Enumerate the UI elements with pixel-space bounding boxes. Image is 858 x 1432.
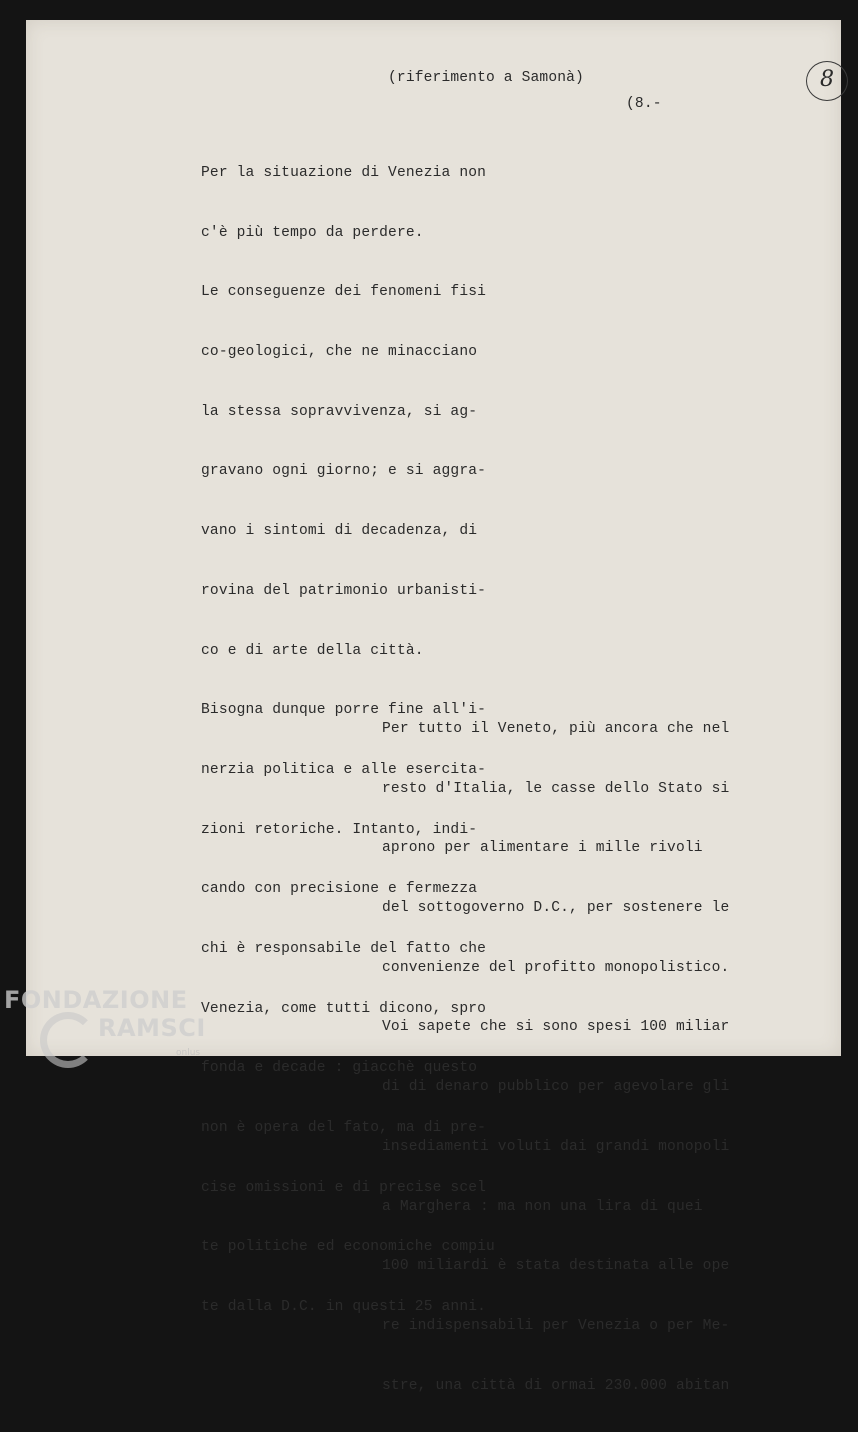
text-line: te politiche ed economiche compiu <box>201 1239 495 1256</box>
text-line: zioni retoriche. Intanto, indi- <box>201 821 478 838</box>
text-line: convenienze del profitto monopolistico. <box>382 959 730 976</box>
text-line: gravano ogni giorno; e si aggra- <box>201 463 487 480</box>
text-line: del sottogoverno D.C., per sostenere le <box>382 900 730 917</box>
text-line: rovina del patrimonio urbanisti- <box>201 582 487 599</box>
text-line: Per tutto il Veneto, più ancora che nel <box>382 721 730 737</box>
text-line: nerzia politica e alle esercita- <box>201 761 487 778</box>
text-line: resto d'Italia, le casse dello Stato si <box>382 780 730 797</box>
text-line: cise omissioni e di precise scel <box>201 1179 487 1196</box>
watermark-line-1: FONDAZIONE <box>4 986 188 1014</box>
right-text-column <box>382 684 729 1432</box>
text-line: stre, una città di ormai 230.000 abitan <box>382 1377 730 1394</box>
text-line: co-geologici, che ne minacciano <box>201 344 478 361</box>
document-page <box>26 20 841 1394</box>
watermark-line-3: onlus <box>176 1048 201 1058</box>
text-line: Venezia, come tutti dicono, spro <box>201 1000 487 1017</box>
header-reference: (riferimento a Samonà) <box>388 70 584 86</box>
text-line: 100 miliardi è stata destinata alle ope <box>382 1258 730 1275</box>
text-line: la stessa sopravvivenza, si ag- <box>201 403 478 420</box>
text-line: insediamenti voluti dai grandi monopoli <box>382 1138 730 1155</box>
page-number: (8.- <box>626 96 662 112</box>
text-line: a Marghera : ma non una lira di quei <box>382 1198 703 1215</box>
page-stamp: 8 <box>806 61 848 101</box>
text-line: chi è responsabile del fatto che <box>201 940 487 957</box>
text-line: Per la situazione di Venezia non <box>201 165 487 181</box>
text-line: cando con precisione e fermezza <box>201 881 478 898</box>
text-line: c'è più tempo da perdere. <box>201 224 424 241</box>
text-line: di di denaro pubblico per agevolare gli <box>382 1079 730 1096</box>
text-line: fonda e decade : giacchè questo <box>201 1060 478 1077</box>
text-line: Bisogna dunque porre fine all'i- <box>201 702 487 719</box>
text-line: aprono per alimentare i mille rivoli <box>382 840 703 857</box>
text-line: re indispensabili per Venezia o per Me- <box>382 1317 730 1334</box>
watermark-line-2: RAMSCI <box>98 1014 206 1042</box>
text-line: Le conseguenze dei fenomeni fisi <box>201 284 487 301</box>
text-line: vano i sintomi di decadenza, di <box>201 523 478 540</box>
text-line: co e di arte della città. <box>201 642 424 659</box>
text-line: te dalla D.C. in questi 25 anni. <box>201 1299 487 1316</box>
text-line: non è opera del fato, ma di pre- <box>201 1120 487 1136</box>
text-line: Voi sapete che si sono spesi 100 miliar <box>382 1019 730 1036</box>
